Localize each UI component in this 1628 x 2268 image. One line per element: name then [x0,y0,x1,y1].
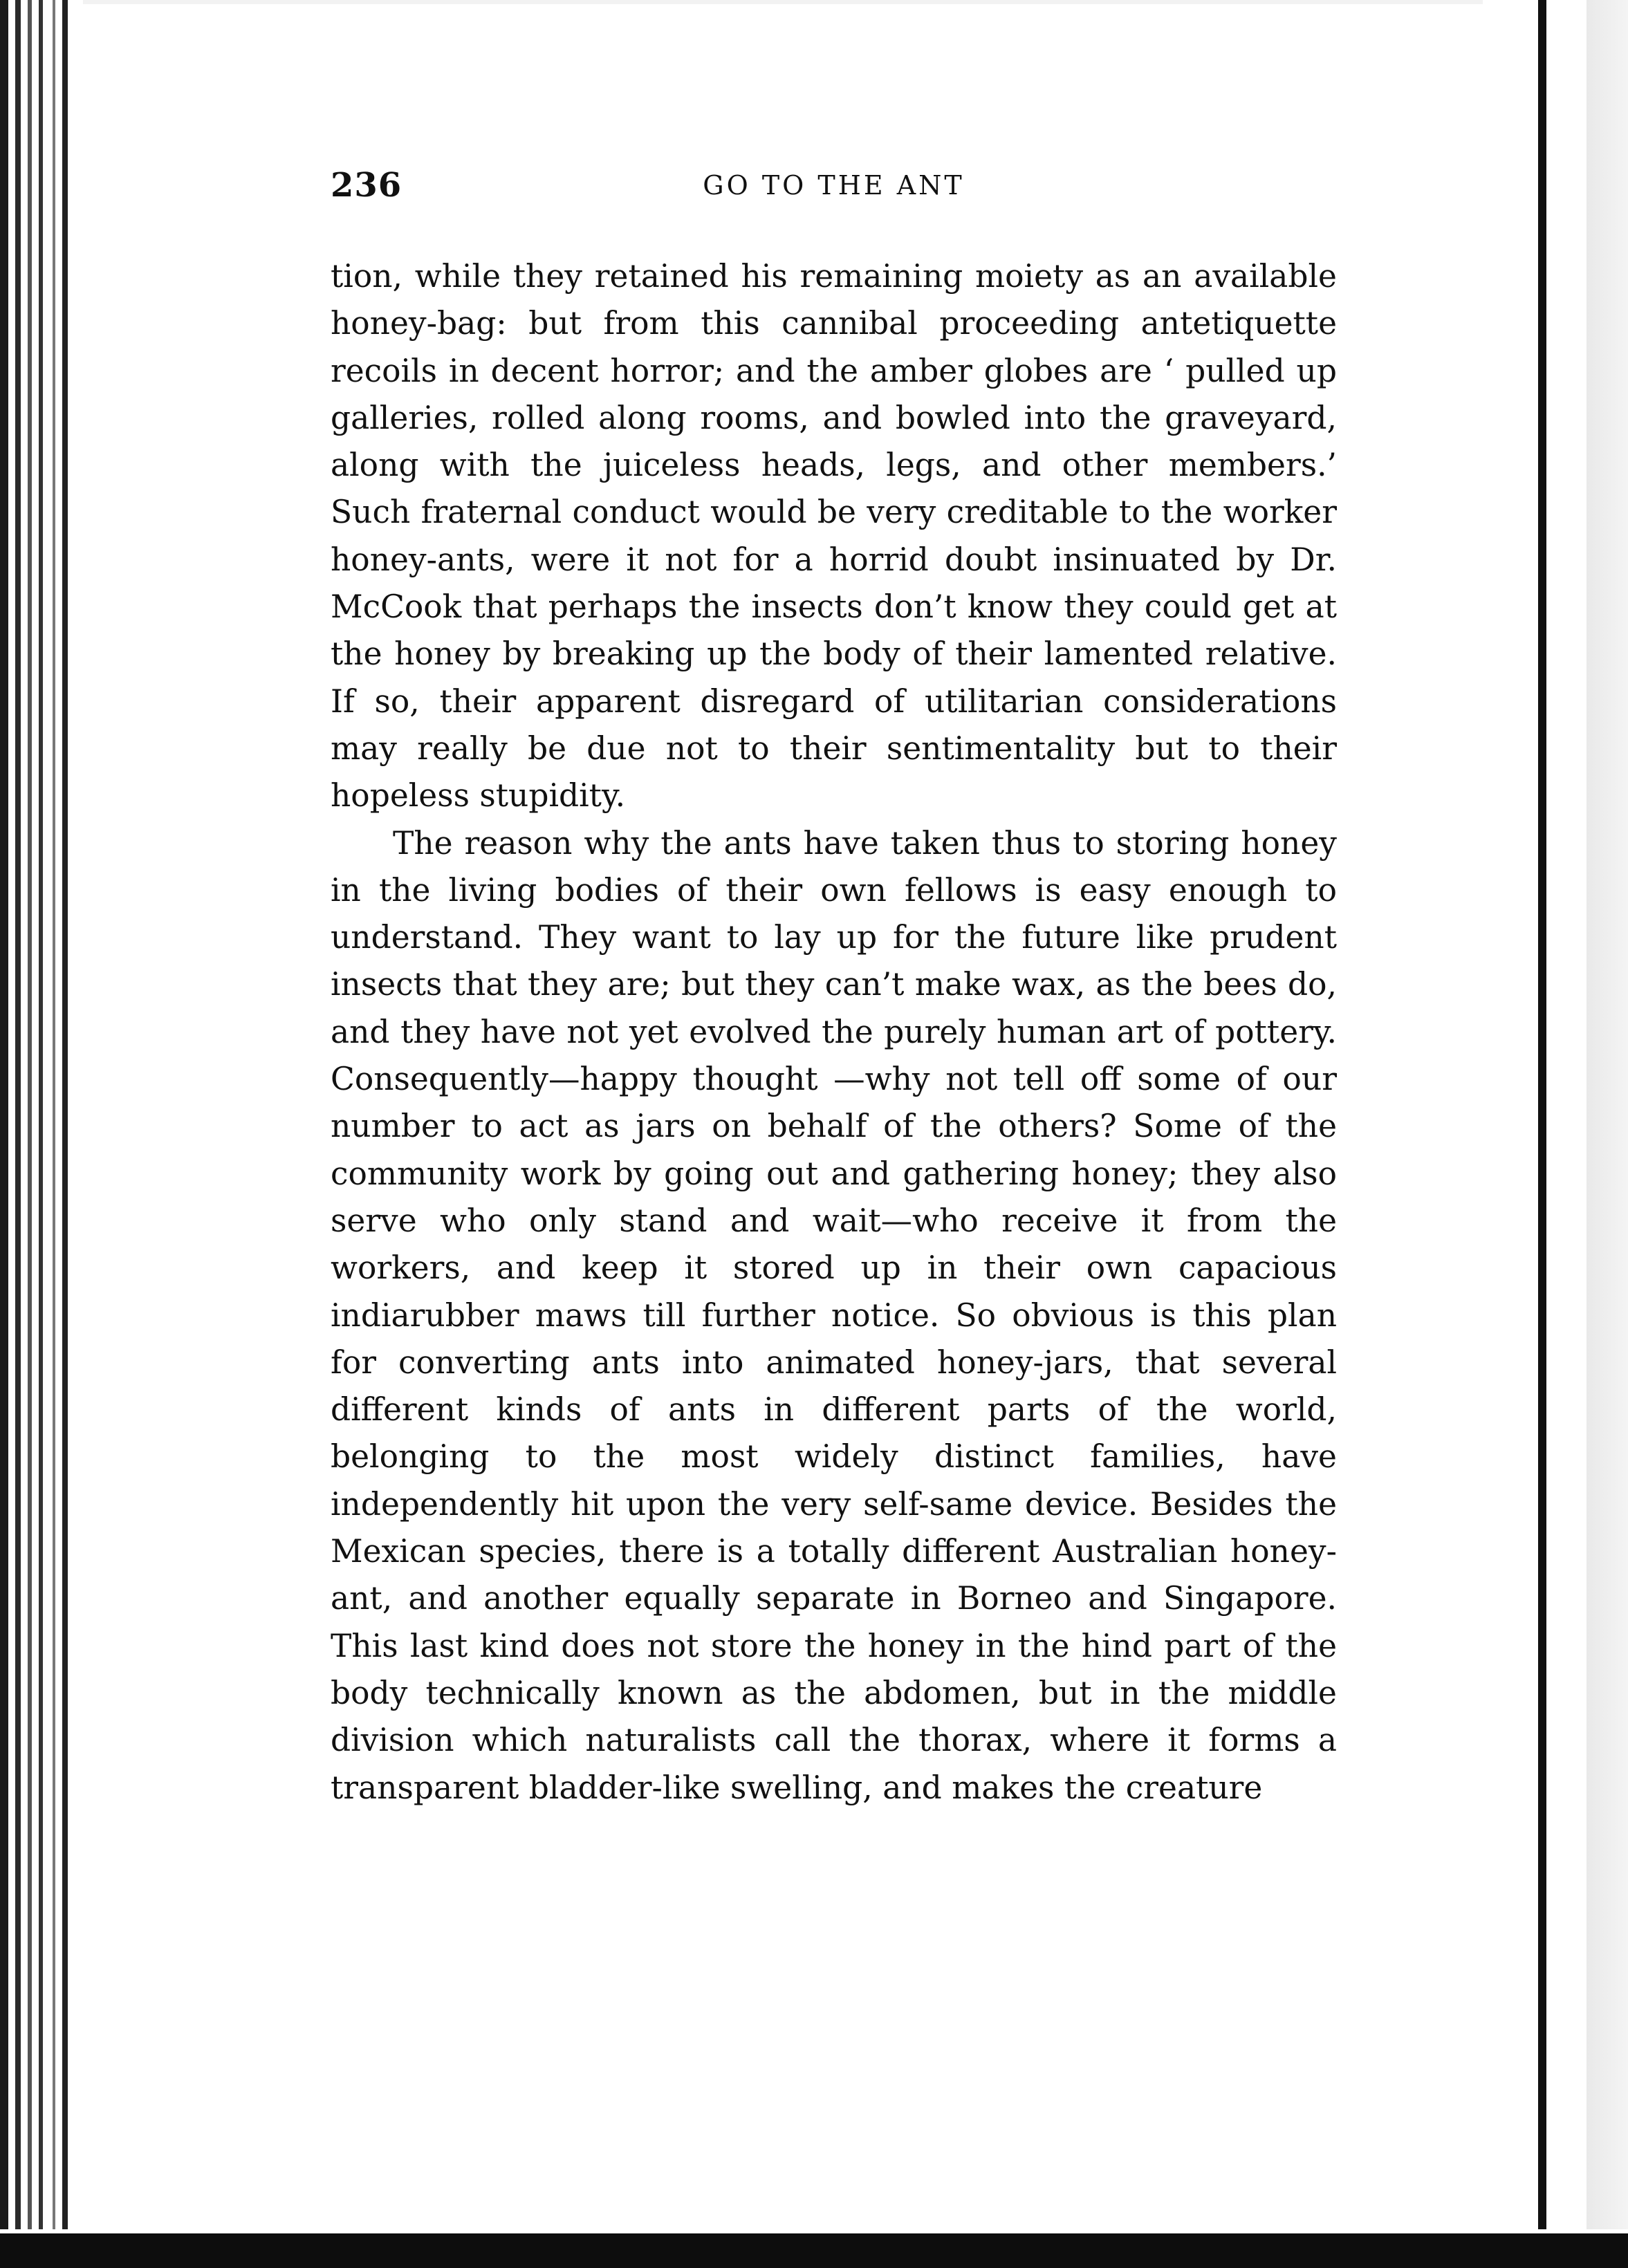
scan-top-edge [0,0,1628,4]
book-binding-edge [0,0,83,2268]
body-text [331,253,1337,1812]
paragraph-continued: tion, while they retained his remaining moiety as an available honey-bag: but from this cannibal proceeding antetiquette recoils in decent horror; and the amber globes are ‘ pulled up galleries, rolled along rooms, and bowled into the graveyard, along with the juiceless heads, legs, and other members.’ Such fraternal conduct would be very creditable to the worker honey-ants, were it not for a horrid doubt insinuated by Dr. McCook that perhaps the insects don’t know they could get at the honey by breaking up the body of their lamented relative. If so, their apparent disregard of utilitarian considerations may really be due not to their sentimentality but to their hopeless stupidity. [331,258,1337,815]
page-header [331,166,1337,221]
facing-page-edge [1483,0,1628,2268]
book-page [331,166,1337,1812]
running-head: GO TO THE ANT [703,170,965,201]
page-number: 236 [331,166,403,205]
paragraph: The reason why the ants have taken thus to storing honey in the living bodies of their own fellows is easy enough to understand. They want to lay up for the future like prudent insects that they are; but they can’t make wax, as the bees do, and they have not yet evolved the purely human art of pottery. Consequently—happy thought —why not tell off some of our number to act as jars on behalf of the others? Some of the community work by going out and gathering honey; they also serve who only stand and wait—who receive it from the workers, and keep it stored up in their own capacious indiarubber maws till further notice. So obvious is this plan for converting ants into animated honey-jars, that several different kinds of ants in different parts of the world, belonging to the most widely distinct families, have independently hit upon the very self-same device. Besides the Mexican species, there is a totally different Australian honey-ant, and another equally separate in Borneo and Singapore. This last kind does not store the honey in the hind part of the body technically known as the abdomen, but in the middle division which naturalists call the thorax, where it forms a transparent bladder-like swelling, and makes the creature [331,824,1337,1806]
scan-bottom-edge [0,2229,1628,2268]
